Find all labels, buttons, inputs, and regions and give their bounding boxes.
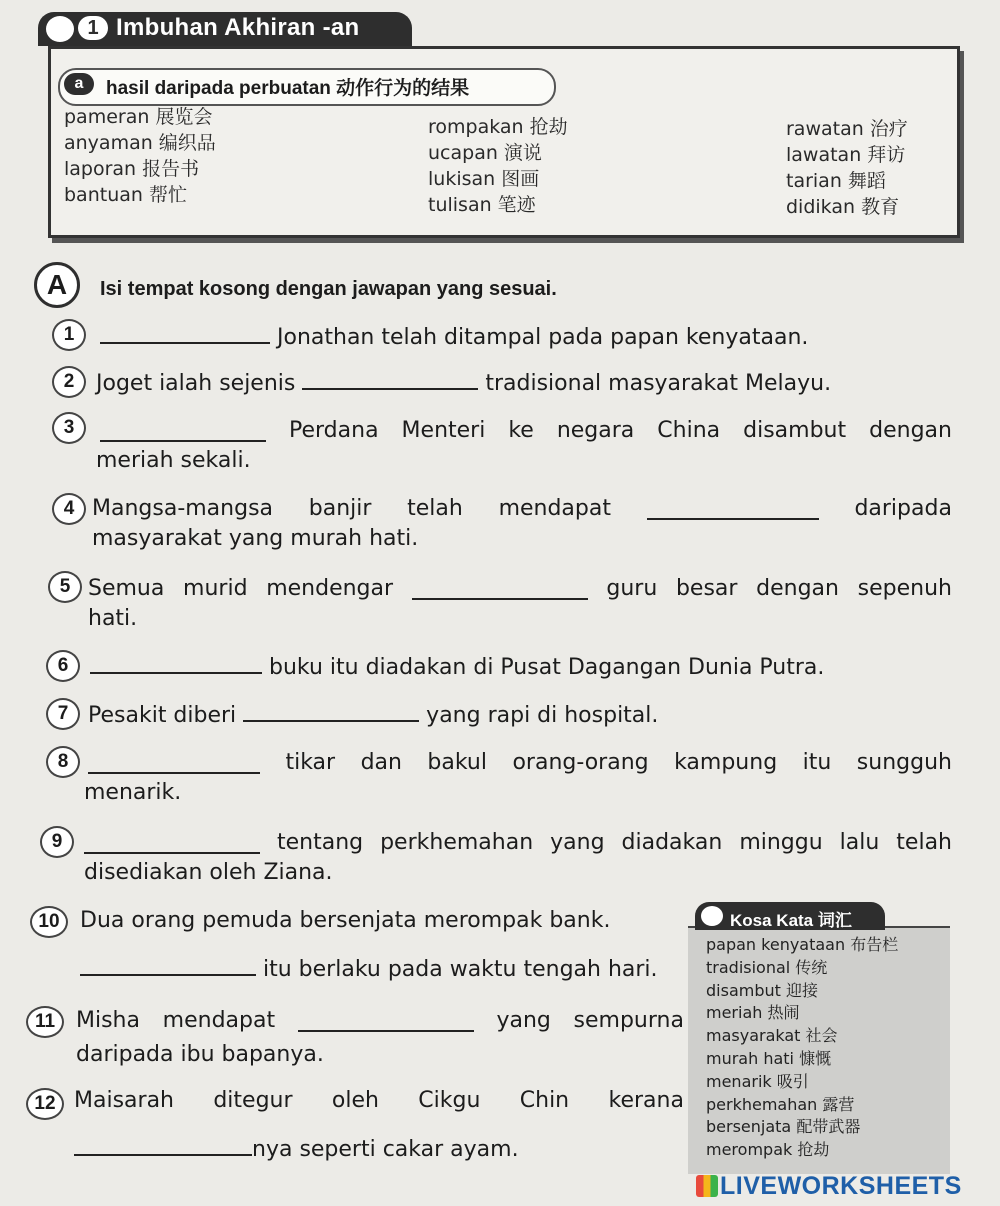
question-9: tentang perkhemahan yang diadakan minggu lalu telah disediakan oleh Ziana. [84,830,952,885]
vocab-word: rompakan 抢劫 [428,116,568,138]
vocab-column-1 [64,104,216,208]
category-letter: a [64,73,94,95]
vocab-word: lukisan 图画 [428,168,540,190]
kosa-kata-item: tradisional 传统 [706,957,828,977]
answer-blank[interactable] [243,700,419,722]
answer-blank[interactable] [74,1134,252,1156]
vocab-word: rawatan 治疗 [786,118,908,140]
kosa-kata-item: masyarakat 社会 [706,1026,838,1046]
answer-blank[interactable] [412,578,588,600]
question-number: 4 [52,493,86,525]
section-a-badge: A [34,262,80,308]
instruction-text: Isi tempat kosong dengan jawapan yang sesuai. [100,278,557,300]
vocab-word: pameran 展览会 [64,106,213,128]
kosa-kata-item: menarik 吸引 [706,1071,809,1091]
kosa-kata-item: merompak 抢劫 [706,1140,830,1160]
vocab-column-3 [786,116,908,220]
question-11: Misha mendapat yang sempurna daripada ibu bapanya. [76,1008,684,1067]
question-number: 7 [46,698,80,730]
question-number: 12 [26,1088,64,1120]
vocab-word: ucapan 演说 [428,142,542,164]
question-6: buku itu diadakan di Pusat Dagangan Dunia Putra. [90,652,890,682]
question-number: 3 [52,412,86,444]
answer-blank[interactable] [100,322,270,344]
kosa-kata-item: murah hati 慷慨 [706,1048,832,1068]
question-2: Joget ialah sejenis tradisional masyarakat Melayu. [96,368,876,398]
question-8: tikar dan bakul orang-orang kampung itu sungguh menarik. [84,750,952,805]
speech-bubble-icon [44,14,76,44]
kosa-kata-item: bersenjata 配带武器 [706,1117,861,1137]
vocab-column-2 [428,114,568,218]
kosa-kata-item: meriah 热闹 [706,1003,800,1023]
vocab-word: tulisan 笔迹 [428,194,536,216]
question-5: Semua murid mendengar guru besar dengan sepenuh hati. [88,576,952,631]
answer-blank[interactable] [647,498,819,520]
answer-blank[interactable] [302,368,478,390]
question-12: Maisarah ditegur oleh Cikgu Chin kerana nya seperti cakar ayam. [74,1088,684,1162]
vocab-word: laporan 报告书 [64,158,200,180]
vocab-word: anyaman 编织品 [64,132,216,154]
liveworksheets-logo[interactable] [696,1172,962,1201]
question-3: Perdana Menteri ke negara China disambut dengan meriah sekali. [96,418,952,473]
question-4: Mangsa-mangsa banjir telah mendapat daripada masyarakat yang murah hati. [92,496,952,551]
kosa-kata-title: Kosa Kata 词汇 [730,911,852,930]
kosa-kata-item: disambut 迎接 [706,980,818,1000]
answer-blank[interactable] [100,420,266,442]
question-number: 1 [52,319,86,351]
question-10: Dua orang pemuda bersenjata merompak bank. itu berlaku pada waktu tengah hari. [80,908,658,982]
answer-blank[interactable] [90,652,262,674]
question-number: 6 [46,650,80,682]
vocab-word: lawatan 拜访 [786,144,906,166]
answer-blank[interactable] [80,954,256,976]
section-number: 1 [78,16,108,40]
question-7: Pesakit diberi yang rapi di hospital. [88,700,888,730]
answer-blank[interactable] [298,1010,474,1032]
vocab-word: tarian 舞蹈 [786,170,886,192]
question-number: 5 [48,571,82,603]
answer-blank[interactable] [88,752,260,774]
category-label: hasil daripada perbuatan 动作行为的结果 [106,78,470,99]
section-title: Imbuhan Akhiran -an [116,14,360,41]
vocab-word: didikan 教育 [786,196,900,218]
speech-bubble-icon [699,904,725,928]
kosa-kata-item: perkhemahan 露营 [706,1094,855,1114]
question-number: 2 [52,366,86,398]
question-number: 8 [46,746,80,778]
question-number: 11 [26,1006,64,1038]
question-1: Jonathan telah ditampal pada papan kenyataan. [100,322,860,352]
kosa-kata-list [706,934,898,1162]
logo-text: LIVEWORKSHEETS [720,1172,962,1200]
question-number: 9 [40,826,74,858]
kosa-kata-item: papan kenyataan 布告栏 [706,935,899,954]
liveworksheets-logo-icon [696,1175,718,1197]
vocab-word: bantuan 帮忙 [64,184,187,206]
answer-blank[interactable] [84,832,260,854]
question-number: 10 [30,906,68,938]
